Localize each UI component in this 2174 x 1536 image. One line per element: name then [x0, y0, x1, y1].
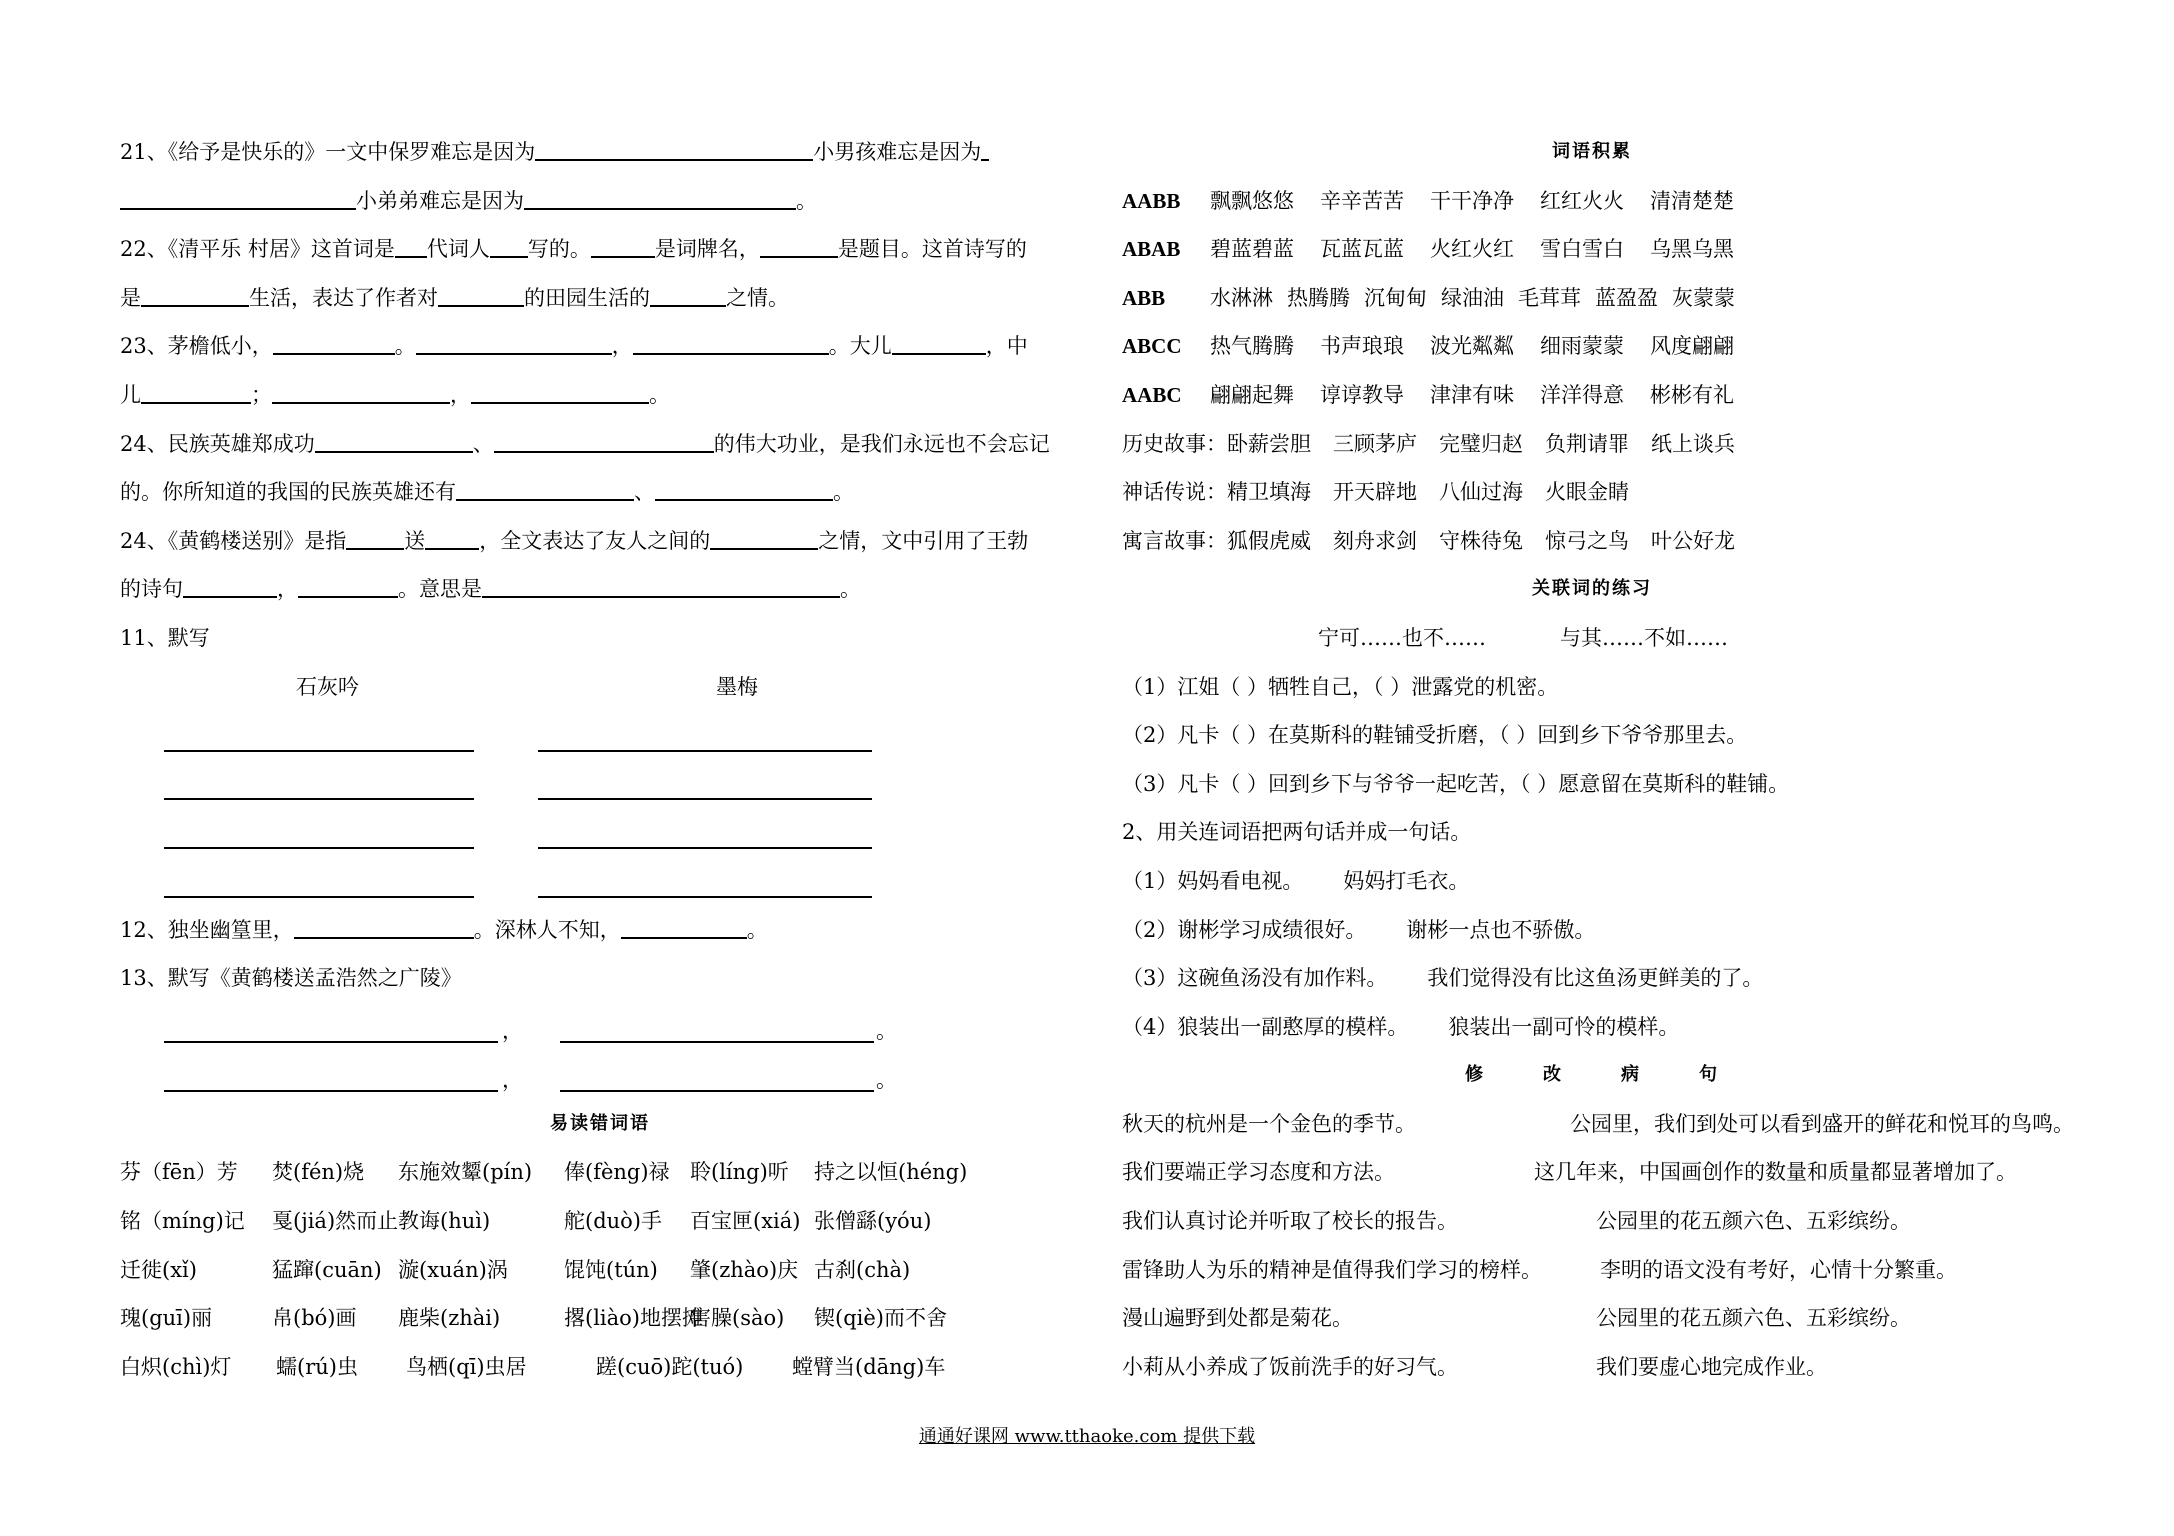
- blank[interactable]: [438, 277, 524, 307]
- easy-misread-word: 漩(xuán)涡: [398, 1257, 508, 1282]
- poem-write-line: [120, 711, 1080, 760]
- vocab-word: 细雨蒙蒙: [1540, 334, 1624, 359]
- fix-sentence-b: 李明的语文没有考好，心情十分繁重。: [1600, 1257, 1957, 1282]
- easy-misread-word: 百宝匣(xiá): [690, 1209, 801, 1234]
- vocab-word: 飘飘悠悠: [1210, 188, 1294, 213]
- easy-misread-list: [120, 1148, 1080, 1391]
- fable-word: 叶公好龙: [1651, 528, 1735, 553]
- easy-misread-word: 舵(duò)手: [564, 1209, 662, 1234]
- fable-word: 狐假虎威: [1227, 528, 1311, 553]
- blank[interactable]: [294, 909, 474, 939]
- vocab-word: 沉甸甸: [1364, 285, 1427, 310]
- myth-word: 火眼金睛: [1545, 480, 1629, 505]
- blank[interactable]: [471, 374, 649, 404]
- vocab-word: 热气腾腾: [1210, 334, 1294, 359]
- easy-misread-word: 戛(jiá)然而止: [272, 1209, 399, 1234]
- easy-misread-word: 焚(fén)烧: [272, 1160, 365, 1185]
- combine-sentence-a: （1）妈妈看电视。: [1122, 868, 1304, 893]
- vocab-word: 碧蓝碧蓝: [1210, 237, 1294, 262]
- myth-word: 八仙过海: [1439, 480, 1523, 505]
- easy-misread-word: 蠕(rú)虫: [276, 1354, 358, 1379]
- combine-row: [1122, 1003, 2062, 1052]
- blank[interactable]: [482, 568, 840, 598]
- vocab-word: 火红火红: [1430, 237, 1514, 262]
- easy-misread-word: 猛蹿(cuān): [272, 1257, 382, 1282]
- vocab-word: 红红火火: [1540, 188, 1624, 213]
- blank[interactable]: [710, 520, 818, 550]
- vocab-list: [1122, 177, 2062, 420]
- poem-write-line: [120, 760, 1080, 809]
- vocab-row: [1122, 371, 2062, 420]
- easy-misread-word: 帛(bó)画: [272, 1306, 357, 1331]
- conjunction-option-b: 与其……不如……: [1560, 625, 1728, 650]
- history-word: 三顾茅庐: [1333, 431, 1417, 456]
- fix-sentence-a: 我们要端正学习态度和方法。: [1122, 1160, 1395, 1185]
- vocab-word: 清清楚楚: [1650, 188, 1734, 213]
- answer-line[interactable]: [538, 847, 872, 849]
- blank[interactable]: [416, 325, 612, 355]
- poem-title-shihuiyin: 石灰吟: [296, 674, 359, 699]
- vocab-word: 灰蒙蒙: [1672, 285, 1735, 310]
- conjunction-title: 关联词的练习: [1532, 578, 1652, 600]
- answer-line[interactable]: [164, 750, 474, 752]
- poem-write-line: ， 。: [120, 1003, 1080, 1052]
- right-column: [1122, 128, 2074, 1391]
- history-row: 历史故事：卧薪尝胆 三顾茅庐 完璧归赵 负荆请罪 纸上谈兵: [1122, 420, 2062, 469]
- blank[interactable]: [650, 277, 726, 307]
- history-word: 纸上谈兵: [1651, 431, 1735, 456]
- easy-misread-word: 俸(fèng)禄: [564, 1160, 670, 1185]
- poem-write-line: [120, 808, 1080, 857]
- vocab-word: 谆谆教导: [1320, 382, 1404, 407]
- vocab-pattern-label: AABC: [1122, 382, 1182, 407]
- blank[interactable]: [981, 131, 989, 161]
- vocab-word: 彬彬有礼: [1650, 382, 1734, 407]
- fix-sentence-a: 漫山遍野到处都是菊花。: [1122, 1306, 1353, 1331]
- vocab-pattern-label: ABCC: [1122, 334, 1182, 359]
- easy-misread-word: 白炽(chì)灯: [120, 1354, 232, 1379]
- history-word: 负荆请罪: [1545, 431, 1629, 456]
- fix-sentence-title: 修 改 病 句: [1465, 1064, 1719, 1086]
- answer-line[interactable]: [164, 896, 474, 898]
- poem-titles: [120, 663, 1080, 712]
- fix-sentence-a: 我们认真讨论并听取了校长的报告。: [1122, 1209, 1458, 1234]
- question-24-line2: 的。你所知道的我国的民族英雄还有 、 。: [120, 468, 1080, 517]
- vocab-row: [1122, 274, 2062, 323]
- fix-sentence-a: 雷锋助人为乐的精神是值得我们学习的榜样。: [1122, 1257, 1542, 1282]
- easy-misread-word: 聆(líng)听: [690, 1160, 789, 1185]
- easy-misread-word: 铭（míng)记: [120, 1209, 245, 1234]
- blank[interactable]: [273, 325, 395, 355]
- fix-sentence-b: 这几年来，中国画创作的数量和质量都显著增加了。: [1534, 1160, 2017, 1185]
- blank[interactable]: [655, 471, 833, 501]
- vocab-row: [1122, 225, 2062, 274]
- vocab-word: 辛辛苦苦: [1320, 188, 1404, 213]
- blank[interactable]: [892, 325, 986, 355]
- fix-sentence-b: 我们要虚心地完成作业。: [1596, 1354, 1827, 1379]
- vocab-word: 绿油油: [1441, 285, 1504, 310]
- easy-misread-word: 蹉(cuō)跎(tuó): [596, 1354, 744, 1379]
- blank[interactable]: [141, 374, 251, 404]
- combine-row: [1122, 857, 2062, 906]
- vocab-word: 干干净净: [1430, 188, 1514, 213]
- fix-sentence-row: [1122, 1246, 2062, 1295]
- vocab-word: 水淋淋: [1210, 285, 1273, 310]
- question-22-line1: 22、《清平乐 村居》这首词是 代词人 写的。 是词牌名， 是题目。这首诗写的: [120, 225, 1080, 274]
- easy-misread-row: [120, 1343, 1080, 1392]
- easy-misread-word: 瑰(guī)丽: [120, 1306, 213, 1331]
- combine-sentence-b: 狼装出一副可怜的模样。: [1448, 1014, 1680, 1039]
- left-column: [120, 128, 1080, 1391]
- easy-misread-row: [120, 1197, 1080, 1246]
- vocab-word: 雪白雪白: [1540, 237, 1624, 262]
- conjunction-question: （3）凡卡（ ）回到乡下与爷爷一起吃苦，（ ）愿意留在莫斯科的鞋铺。: [1122, 771, 1790, 796]
- question-24b-line1: 24、《黄鹤楼送别》是指 送 ，全文表达了友人之间的 之情，文中引用了王勃: [120, 517, 1080, 566]
- blank[interactable]: [346, 520, 404, 550]
- vocab-word: 风度翩翩: [1650, 334, 1734, 359]
- answer-line[interactable]: [164, 1090, 498, 1092]
- vocab-word: 翩翩起舞: [1210, 382, 1294, 407]
- question-22-line2: 是 生活，表达了作者对 的田园生活的 之情。: [120, 274, 1080, 323]
- easy-misread-word: 馄饨(tún): [564, 1257, 658, 1282]
- fix-sentence-b: 公园里的花五颜六色、五彩缤纷。: [1596, 1209, 1911, 1234]
- vocab-word: 毛茸茸: [1518, 285, 1581, 310]
- vocab-word: 瓦蓝瓦蓝: [1320, 237, 1404, 262]
- easy-misread-word: 肇(zhào)庆: [690, 1257, 799, 1282]
- blank[interactable]: [183, 568, 277, 598]
- blank[interactable]: [425, 520, 479, 550]
- fix-sentence-list: [1122, 1100, 2074, 1392]
- fable-word: 守株待兔: [1439, 528, 1523, 553]
- vocab-row: [1122, 322, 2062, 371]
- answer-line[interactable]: [538, 798, 872, 800]
- fix-sentence-row: [1122, 1294, 2062, 1343]
- easy-misread-title: 易读错词语: [550, 1112, 650, 1134]
- poem-title-momei: 墨梅: [716, 674, 758, 699]
- easy-misread-row: [120, 1294, 1080, 1343]
- easy-misread-word: 迁徙(xǐ): [120, 1257, 197, 1282]
- blank[interactable]: [315, 423, 473, 453]
- blank[interactable]: [272, 374, 450, 404]
- blank[interactable]: [298, 568, 398, 598]
- question-23-line1: 23、茅檐低小， 。 ， 。大儿 ，中: [120, 322, 1080, 371]
- question-24b-line2: 的诗句 ， 。意思是 。: [120, 565, 1080, 614]
- blank[interactable]: [621, 909, 747, 939]
- vocab-word: 热腾腾: [1287, 285, 1350, 310]
- poem-write-line: [120, 857, 1080, 906]
- combine-sentence-a: （4）狼装出一副憨厚的模样。: [1122, 1014, 1409, 1039]
- vocab-word: 乌黑乌黑: [1650, 237, 1734, 262]
- blank[interactable]: [395, 228, 427, 258]
- blank[interactable]: [120, 180, 356, 210]
- easy-misread-word: 鸟栖(qī)虫居: [406, 1354, 527, 1379]
- combine-sentence-b: 妈妈打毛衣。: [1343, 868, 1470, 893]
- fable-word: 刻舟求剑: [1333, 528, 1417, 553]
- easy-misread-word: 教诲(huì): [398, 1209, 491, 1234]
- fix-sentence-row: [1122, 1343, 2062, 1392]
- blank[interactable]: [141, 277, 249, 307]
- fix-sentence-b: 公园里的花五颜六色、五彩缤纷。: [1596, 1306, 1911, 1331]
- answer-line[interactable]: [164, 847, 474, 849]
- footer-link[interactable]: 通通好课网 www.tthaoke.com 提供下载: [918, 1426, 1256, 1447]
- blank[interactable]: [535, 131, 813, 161]
- fix-sentence-a: 秋天的杭州是一个金色的季节。: [1122, 1111, 1416, 1136]
- easy-misread-word: 锲(qiè)而不舍: [814, 1306, 947, 1331]
- easy-misread-word: 撂(liào)地摆摊: [564, 1306, 703, 1331]
- combine-list: [1122, 857, 2062, 1051]
- easy-misread-word: 芬（fēn）芳: [120, 1160, 238, 1185]
- combine-row: [1122, 954, 2062, 1003]
- question-13: 13、默写《黄鹤楼送孟浩然之广陵》: [120, 966, 462, 991]
- poem-write-line: ， 。: [120, 1051, 1080, 1100]
- question-21-line2: 小弟弟难忘是因为 。: [120, 177, 1080, 226]
- vocab-row: [1122, 177, 2062, 226]
- easy-misread-word: 鹿柴(zhài): [398, 1306, 501, 1331]
- blank[interactable]: [456, 471, 634, 501]
- history-word: 卧薪尝胆: [1227, 431, 1311, 456]
- blank[interactable]: [494, 423, 714, 453]
- easy-misread-word: 持之以恒(héng): [814, 1160, 968, 1185]
- fix-sentence-b: 公园里，我们到处可以看到盛开的鲜花和悦耳的鸟鸣。: [1570, 1111, 2074, 1136]
- vocab-pattern-label: AABB: [1122, 188, 1181, 213]
- combine-sentence-b: 我们觉得没有比这鱼汤更鲜美的了。: [1427, 966, 1764, 991]
- question-12: 12、独坐幽篁里， 。深林人不知， 。: [120, 906, 1080, 955]
- fix-sentence-row: [1122, 1197, 2062, 1246]
- conjunction-question: （1）江姐（ ）牺牲自己，（ ）泄露党的机密。: [1122, 674, 1559, 699]
- blank[interactable]: [760, 228, 838, 258]
- fable-row: 寓言故事：狐假虎威 刻舟求剑 守株待兔 惊弓之鸟 叶公好龙: [1122, 517, 2062, 566]
- easy-misread-row: [120, 1246, 1080, 1295]
- question-24-line1: 24、民族英雄郑成功 、 的伟大功业，是我们永远也不会忘记: [120, 420, 1080, 469]
- vocab-word: 书声琅琅: [1320, 334, 1404, 359]
- answer-line[interactable]: [538, 896, 872, 898]
- easy-misread-word: 害臊(sào): [690, 1306, 785, 1331]
- conjunction-option-a: 宁可……也不……: [1318, 625, 1486, 650]
- blank[interactable]: [591, 228, 655, 258]
- easy-misread-row: [120, 1148, 1080, 1197]
- history-word: 完璧归赵: [1439, 431, 1523, 456]
- easy-misread-word: 螳臂当(dāng)车: [792, 1354, 946, 1379]
- vocab-pattern-label: ABB: [1122, 285, 1166, 310]
- myth-word: 开天辟地: [1333, 480, 1417, 505]
- answer-line[interactable]: [164, 1041, 498, 1043]
- vocab-title: 词语积累: [1552, 141, 1632, 162]
- question-21-line1: 21、《给予是快乐的》一文中保罗难忘是因为 小男孩难忘是因为: [120, 128, 1080, 177]
- easy-misread-word: 古刹(chà): [814, 1257, 911, 1282]
- answer-line[interactable]: [560, 1041, 874, 1043]
- vocab-word: 洋洋得意: [1540, 382, 1624, 407]
- answer-line[interactable]: [538, 750, 872, 752]
- answer-line[interactable]: [560, 1090, 874, 1092]
- conjunction-options: [1122, 614, 2062, 663]
- blank[interactable]: [633, 325, 829, 355]
- myth-row: 神话传说：精卫填海 开天辟地 八仙过海 火眼金睛: [1122, 468, 2062, 517]
- myth-word: 精卫填海: [1227, 480, 1311, 505]
- combine-row: [1122, 906, 2062, 955]
- combine-sentence-a: （3）这碗鱼汤没有加作料。: [1122, 966, 1388, 991]
- answer-line[interactable]: [164, 798, 474, 800]
- easy-misread-word: 张僧繇(yóu): [814, 1209, 932, 1234]
- combine-sentence-b: 谢彬一点也不骄傲。: [1406, 917, 1596, 942]
- easy-misread-word: 东施效颦(pín): [398, 1160, 533, 1185]
- question-23-line2: 儿 ； ， 。: [120, 371, 1080, 420]
- fix-sentence-row: [1122, 1100, 2074, 1149]
- vocab-word: 蓝盈盈: [1595, 285, 1658, 310]
- blank[interactable]: [524, 180, 796, 210]
- fix-sentence-row: [1122, 1148, 2062, 1197]
- vocab-word: 波光粼粼: [1430, 334, 1514, 359]
- blank[interactable]: [490, 228, 528, 258]
- fix-sentence-a: 小莉从小养成了饭前洗手的好习气。: [1122, 1354, 1458, 1379]
- combine-sentence-a: （2）谢彬学习成绩很好。: [1122, 917, 1367, 942]
- fable-word: 惊弓之鸟: [1545, 528, 1629, 553]
- vocab-word: 津津有味: [1430, 382, 1514, 407]
- combine-title: 2、用关连词语把两句话并成一句话。: [1122, 820, 1472, 845]
- question-11: 11、默写: [120, 625, 210, 650]
- conjunction-question: （2）凡卡（ ）在莫斯科的鞋铺受折磨，（ ）回到乡下爷爷那里去。: [1122, 723, 1748, 748]
- vocab-pattern-label: ABAB: [1122, 237, 1181, 262]
